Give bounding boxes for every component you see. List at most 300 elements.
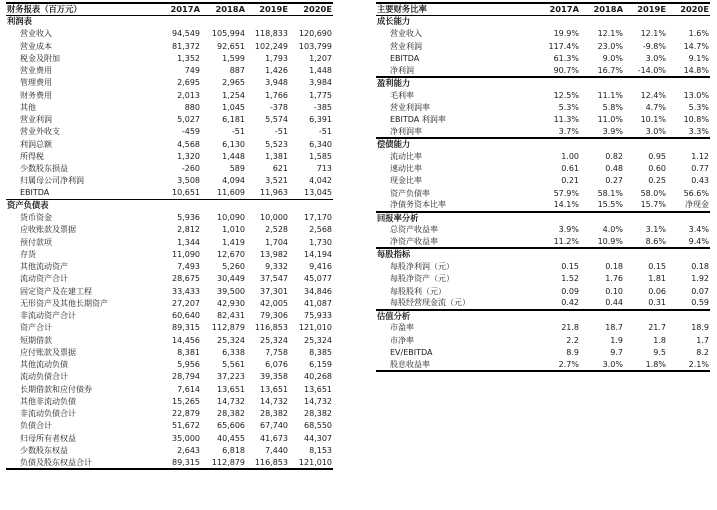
row-value: 121,010 (298, 323, 332, 333)
row-value: 3.0% (645, 53, 666, 63)
row-value: 5.3% (558, 102, 579, 112)
table-row (376, 163, 710, 175)
row-value: 17,170 (304, 213, 332, 223)
row-value: 41,673 (260, 433, 288, 443)
row-value: 0.77 (691, 164, 709, 174)
row-value: 9.5 (653, 347, 666, 357)
table-row (6, 150, 333, 162)
row-value: 2,643 (177, 445, 200, 455)
row-label: 预付款项 (20, 237, 52, 247)
row-value: 44,307 (304, 433, 332, 443)
financial-ratios-panel (376, 2, 710, 372)
row-value: 11,090 (172, 249, 200, 259)
row-value: 0.95 (648, 151, 666, 161)
row-value: -459 (181, 127, 200, 137)
row-value: 42,005 (260, 298, 288, 308)
row-value: 887 (229, 66, 245, 76)
row-value: 6,159 (309, 360, 332, 370)
row-label: 营业费用 (20, 66, 52, 76)
year-header: 2020E (289, 3, 333, 16)
row-label: 每股股利（元） (390, 286, 446, 296)
row-value: 1.81 (648, 274, 666, 284)
table-row (6, 187, 333, 199)
table-row (376, 28, 710, 40)
row-value: 4,094 (222, 176, 245, 186)
financial-statements-title: 财务报表（百万元） (6, 3, 161, 16)
row-value: 35,000 (172, 433, 200, 443)
row-value: 4.0% (602, 225, 623, 235)
row-label: 货币资金 (20, 213, 52, 223)
row-value: 12.4% (640, 90, 666, 100)
row-label: 营业成本 (20, 41, 52, 51)
row-label: 其他流动负债 (20, 360, 68, 370)
row-value: 10.1% (640, 115, 666, 125)
row-value: 6,338 (222, 347, 245, 357)
row-value: 28,794 (172, 372, 200, 382)
row-value: 21.7 (648, 323, 666, 333)
row-value: 3.3% (667, 126, 710, 138)
table-row (376, 359, 710, 371)
table-row (376, 150, 710, 162)
row-label: 财务费用 (20, 90, 52, 100)
row-label: EBITDA (390, 53, 420, 63)
row-value: 11,963 (260, 188, 288, 198)
return-section (376, 212, 710, 224)
row-value: -51 (231, 127, 245, 137)
row-label: 应付账款及票据 (20, 347, 76, 357)
row-value: 1.7 (696, 335, 709, 345)
row-value: 13,045 (304, 188, 332, 198)
row-label: 其他非流动负债 (20, 396, 76, 406)
row-value: 0.31 (624, 297, 667, 309)
row-value: 5.3% (688, 102, 709, 112)
table-row (6, 432, 333, 444)
row-value: 37,223 (217, 372, 245, 382)
row-value: 2.7% (536, 359, 580, 371)
row-value: 25,324 (217, 335, 245, 345)
row-value: 0.09 (561, 286, 579, 296)
row-value: 28,382 (304, 409, 332, 419)
valuation-section-title: 估值分析 (377, 310, 411, 321)
row-value: -385 (313, 102, 332, 112)
row-label: 市盈率 (390, 323, 414, 333)
row-value: 1.52 (561, 274, 579, 284)
row-label: 非流动负债合计 (20, 409, 76, 419)
row-value: 1,585 (309, 151, 332, 161)
table-row (376, 285, 710, 297)
table-row (6, 420, 333, 432)
row-value: 3.1% (645, 225, 666, 235)
row-value: 5,574 (265, 115, 288, 125)
row-label: 营业利润率 (390, 102, 430, 112)
row-value: 6,130 (222, 139, 245, 149)
row-value: 3.9% (580, 126, 624, 138)
row-value: 3.4% (688, 225, 709, 235)
table-row (6, 334, 333, 346)
row-value: 105,994 (211, 29, 245, 39)
row-value: 8.6% (624, 236, 667, 248)
row-value: 120,690 (298, 29, 332, 39)
row-value: 7,440 (265, 445, 288, 455)
solvency-section-title: 偿债能力 (377, 139, 411, 150)
row-value: 79,306 (260, 311, 288, 321)
row-value: 18.9 (691, 323, 709, 333)
table-row (376, 334, 710, 346)
row-value: 1,775 (309, 90, 332, 100)
row-value: 9.0% (602, 53, 623, 63)
row-value: 0.59 (667, 297, 710, 309)
growth-section-title: 成长能力 (377, 16, 411, 27)
row-value: 28,675 (172, 274, 200, 284)
row-value: 90.7% (536, 65, 580, 77)
row-value: 39,500 (217, 286, 245, 296)
row-label: 每股净资产（元） (390, 274, 454, 284)
row-value: 3.9% (558, 225, 579, 235)
table-row (6, 163, 333, 175)
row-value: 1,448 (222, 151, 245, 161)
row-label: 营业利润 (390, 41, 422, 51)
row-label: 少数股东损益 (20, 164, 68, 174)
growth-section (376, 16, 710, 28)
row-value: 1.9 (610, 335, 623, 345)
row-value: 1,254 (222, 90, 245, 100)
row-value: 1.6% (688, 29, 709, 39)
row-label: 固定资产及在建工程 (20, 286, 92, 296)
financial-ratios-table (376, 2, 710, 372)
table-row (6, 52, 333, 64)
row-value: 1,419 (222, 237, 245, 247)
table-row (6, 395, 333, 407)
per-share-section-title: 每股指标 (377, 249, 411, 260)
row-value: 1,344 (177, 237, 200, 247)
row-label: 流动负债合计 (20, 372, 68, 382)
row-value: 21.8 (561, 323, 579, 333)
table-row (6, 346, 333, 358)
row-value: 9.7 (610, 347, 623, 357)
table-row (6, 310, 333, 322)
row-value: 1.12 (691, 151, 709, 161)
row-value: 净现金 (667, 199, 710, 211)
table-row (376, 101, 710, 113)
row-value: 34,846 (304, 286, 332, 296)
row-value: 10,651 (172, 188, 200, 198)
row-value: 117.4% (548, 41, 579, 51)
table-row (6, 40, 333, 52)
row-label: 利润总额 (20, 139, 52, 149)
row-value: 5,561 (222, 360, 245, 370)
table-row (6, 408, 333, 420)
row-label: 非流动资产合计 (20, 311, 76, 321)
table-row (6, 224, 333, 236)
table-row (6, 28, 333, 40)
row-value: 51,672 (172, 421, 200, 431)
year-header: 2017A (161, 3, 201, 16)
row-value: 12.1% (640, 29, 666, 39)
row-label: 管理费用 (20, 78, 52, 88)
row-value: 3,521 (265, 176, 288, 186)
row-value: 9.1% (688, 53, 709, 63)
row-value: 94,549 (172, 29, 200, 39)
row-label: 负债及股东权益合计 (6, 457, 161, 469)
per-share-section (376, 248, 710, 260)
table-row (6, 65, 333, 77)
table-row (6, 212, 333, 224)
row-value: 89,315 (172, 323, 200, 333)
row-value: 11.2% (536, 236, 580, 248)
row-value: 1,448 (309, 66, 332, 76)
financial-statements-panel (6, 2, 333, 470)
row-value: 8.2 (696, 347, 709, 357)
row-value: 621 (272, 164, 288, 174)
table-row (376, 187, 710, 199)
year-header: 2020E (667, 3, 710, 16)
row-value: 6,181 (222, 115, 245, 125)
row-value: 11.0% (597, 115, 623, 125)
row-label: 应收账款及票据 (20, 225, 76, 235)
row-value: 0.10 (605, 286, 623, 296)
row-value: 1.76 (605, 274, 623, 284)
row-value: -51 (318, 127, 332, 137)
row-value: 9.4% (667, 236, 710, 248)
row-label: 资产负债率 (390, 188, 430, 198)
row-value: 5,027 (177, 115, 200, 125)
row-label: 无形资产及其他长期资产 (20, 298, 108, 308)
row-value: 2,965 (222, 78, 245, 88)
row-value: 4.7% (645, 102, 666, 112)
row-value: 0.25 (648, 176, 666, 186)
row-value: 14,194 (304, 249, 332, 259)
row-value: 82,431 (217, 311, 245, 321)
row-label: 市净率 (390, 335, 414, 345)
row-value: 9,332 (265, 262, 288, 272)
financial-ratios-body (376, 3, 710, 371)
row-value: 2,013 (177, 90, 200, 100)
row-value: 3.7% (536, 126, 580, 138)
row-value: 1,320 (177, 151, 200, 161)
year-header: 2019E (246, 3, 289, 16)
row-value: 1.00 (561, 151, 579, 161)
row-value: 116,853 (246, 457, 289, 469)
year-header: 2018A (201, 3, 246, 16)
row-value: 14.7% (683, 41, 709, 51)
row-value: 28,382 (217, 409, 245, 419)
row-label: 速动比率 (390, 164, 422, 174)
row-value: 3,984 (309, 78, 332, 88)
row-label: 其他流动资产 (20, 262, 68, 272)
row-value: 112,879 (211, 323, 245, 333)
row-value: 7,758 (265, 347, 288, 357)
row-value: 2,568 (309, 225, 332, 235)
row-value: 18.7 (605, 323, 623, 333)
row-label: 营业收入 (390, 29, 422, 39)
row-value: 7,614 (177, 384, 200, 394)
row-value: 10,000 (260, 213, 288, 223)
row-value: 41,087 (304, 298, 332, 308)
row-label: 现金比率 (390, 176, 422, 186)
row-value: 5,260 (222, 262, 245, 272)
table-row (6, 359, 333, 371)
row-value: 0.15 (561, 262, 579, 272)
row-value: 58.0% (640, 188, 666, 198)
row-value: 1,730 (309, 237, 332, 247)
table-row (6, 89, 333, 101)
row-value: 3,508 (177, 176, 200, 186)
row-label: 税金及附加 (20, 53, 60, 63)
row-value: 2,812 (177, 225, 200, 235)
row-value: 13,651 (217, 384, 245, 394)
row-value: 12.1% (597, 29, 623, 39)
row-value: 15.7% (624, 199, 667, 211)
table-row (6, 285, 333, 297)
row-label: EBITDA (20, 188, 50, 198)
row-value: 33,433 (172, 286, 200, 296)
table-row (376, 65, 710, 77)
return-section-title: 回报率分析 (377, 212, 419, 223)
row-label: 净资产收益率 (376, 236, 536, 248)
row-value: 1,381 (265, 151, 288, 161)
row-value: 0.43 (691, 176, 709, 186)
row-label: 资产合计 (20, 323, 52, 333)
row-value: 16.7% (580, 65, 624, 77)
row-value: 112,879 (201, 457, 246, 469)
row-value: 0.15 (648, 262, 666, 272)
row-value: 15.5% (580, 199, 624, 211)
row-value: 19.9% (553, 29, 579, 39)
row-value: 1.8 (653, 335, 666, 345)
row-value: 5,936 (177, 213, 200, 223)
row-label: 营业利润 (20, 115, 52, 125)
row-value: 2,695 (177, 78, 200, 88)
row-value: 3.0% (624, 126, 667, 138)
table-row (376, 114, 710, 126)
row-label: 营业收入 (20, 29, 52, 39)
table-row (6, 371, 333, 383)
row-value: 5,523 (265, 139, 288, 149)
table-row (6, 383, 333, 395)
row-value: 8,385 (309, 347, 332, 357)
table-row (376, 126, 710, 138)
row-value: 1.92 (691, 274, 709, 284)
row-value: 0.48 (605, 164, 623, 174)
profitability-section (376, 77, 710, 89)
row-label: EV/EBITDA (390, 347, 433, 357)
row-value: 13,651 (304, 384, 332, 394)
row-value: 6,391 (309, 115, 332, 125)
row-value: 10.9% (580, 236, 624, 248)
valuation-section (376, 310, 710, 322)
row-value: 61.3% (553, 53, 579, 63)
year-header: 2017A (536, 3, 580, 16)
row-value: 1,010 (222, 225, 245, 235)
row-value: 6,818 (222, 445, 245, 455)
row-value: 14.8% (667, 65, 710, 77)
table-row (376, 297, 710, 309)
row-label: 流动比率 (390, 151, 422, 161)
income-statement-section (6, 16, 333, 28)
row-value: 30,449 (217, 274, 245, 284)
row-value: 0.21 (561, 176, 579, 186)
table-row (376, 224, 710, 236)
financial-statements-header (6, 3, 333, 16)
row-label: 营业外收支 (20, 127, 60, 137)
row-value: 12,670 (217, 249, 245, 259)
row-label: 所得税 (20, 151, 44, 161)
table-row (6, 126, 333, 138)
row-value: 0.44 (580, 297, 624, 309)
row-label: 净利润率 (376, 126, 536, 138)
row-value: 1.8% (624, 359, 667, 371)
row-value: 7,493 (177, 262, 200, 272)
row-value: 2,528 (265, 225, 288, 235)
row-label: 归母所有者权益 (20, 433, 76, 443)
table-row (6, 457, 333, 469)
row-value: 14,732 (304, 396, 332, 406)
financial-statements-table (6, 2, 333, 470)
row-value: 1,704 (265, 237, 288, 247)
row-value: 12.5% (553, 90, 579, 100)
row-value: 25,324 (304, 335, 332, 345)
row-value: 11,609 (217, 188, 245, 198)
row-label: 净债务资本比率 (376, 199, 536, 211)
row-value: 13.0% (683, 90, 709, 100)
row-value: 13,982 (260, 249, 288, 259)
year-header: 2019E (624, 3, 667, 16)
row-value: 4,568 (177, 139, 200, 149)
row-value: 65,606 (217, 421, 245, 431)
row-label: 归属母公司净利润 (20, 176, 84, 186)
solvency-section (376, 138, 710, 150)
row-value: 11.3% (553, 115, 579, 125)
row-value: 749 (184, 66, 200, 76)
row-value: 68,550 (304, 421, 332, 431)
row-value: 3,948 (265, 78, 288, 88)
row-label: 净利润 (376, 65, 536, 77)
row-label: 毛利率 (390, 90, 414, 100)
row-label: 股息收益率 (376, 359, 536, 371)
row-value: 27,207 (172, 298, 200, 308)
year-header: 2018A (580, 3, 624, 16)
profitability-section-title: 盈利能力 (377, 77, 411, 88)
table-row (376, 322, 710, 334)
row-value: 10.8% (683, 115, 709, 125)
row-value: 121,010 (289, 457, 333, 469)
row-value: 37,301 (260, 286, 288, 296)
row-value: 14,732 (260, 396, 288, 406)
row-value: 11.1% (597, 90, 623, 100)
row-value: 9,416 (309, 262, 332, 272)
row-value: 25,324 (260, 335, 288, 345)
row-value: 8,381 (177, 347, 200, 357)
row-value: 3.0% (580, 359, 624, 371)
row-value: -378 (269, 102, 288, 112)
row-value: 28,382 (260, 409, 288, 419)
table-row (6, 261, 333, 273)
row-label: 存货 (20, 249, 36, 259)
row-value: 1,599 (222, 53, 245, 63)
row-value: 8.9 (566, 347, 579, 357)
row-value: 58.1% (597, 188, 623, 198)
row-value: 1,766 (265, 90, 288, 100)
table-row (6, 138, 333, 150)
row-value: 15,265 (172, 396, 200, 406)
row-value: 10,090 (217, 213, 245, 223)
table-row (6, 273, 333, 285)
row-value: 1,045 (222, 102, 245, 112)
row-value: 713 (316, 164, 332, 174)
row-value: 81,372 (172, 41, 200, 51)
row-value: 14,456 (172, 335, 200, 345)
table-row (376, 273, 710, 285)
